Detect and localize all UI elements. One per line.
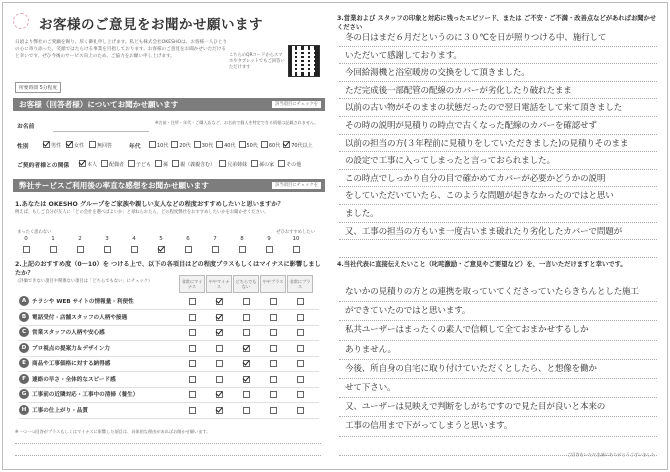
option-relations-5[interactable] [219,162,247,168]
footer-note: ※一つ一つ回答がプラスもしくはマイナスに影響した項目は、具体的な理由があればお聞かせ願います。 [15,429,211,434]
option-label: 男性 [51,143,62,149]
handwritten-line: 又、工事の担当の方もいま一度古いまま破れたり劣化したカバーで問題が [345,226,622,237]
checkbox[interactable] [172,160,179,167]
scale-checkbox[interactable] [212,246,219,253]
rating-checkbox[interactable] [297,345,304,352]
option-genders-0[interactable] [43,143,61,149]
scale-checkbox[interactable] [158,246,165,253]
scale-number: 0 [24,236,28,242]
rating-checkbox[interactable] [243,345,250,352]
relation-label: ご契約者様との関係 [17,163,70,169]
gender-label: 性別 [17,144,29,150]
ruled-line [339,169,657,170]
checkbox[interactable] [261,141,268,148]
option-label: 30代 [201,143,214,149]
rating-checkbox[interactable] [243,376,250,383]
matrix-header: 非常にプラス [287,275,313,293]
recommend-scale [17,229,317,257]
row-label: 電話受付・店舗スタッフの人柄や接遇 [32,314,128,321]
option-ages-0[interactable] [149,143,168,149]
ruled-line [339,98,657,99]
handwritten-line: をしていただいていたら、このような問題が起きなかったのではと思い [345,191,614,202]
ruled-line [339,397,657,398]
option-label: 本人 [87,162,98,168]
service-section-title: 弊社サービスご利用後の率直な感想をお聞かせ願います [19,181,209,190]
question-1-text: 1.あなたは OKESHO グループをご家族や親しい友人などの程度おすすめしたいと思いますか？ [15,201,284,208]
ruled-line [339,116,657,117]
scale-number: 3 [105,236,109,242]
qr-note: こちらのQRコードからスマホやタブレットでもご回答いただけます [229,53,285,70]
ruled-line [339,239,657,240]
option-relations-6[interactable] [251,162,274,168]
option-ages-6[interactable] [283,143,312,149]
checkbox[interactable] [43,141,50,148]
rating-checkbox[interactable] [216,314,223,321]
scale-checkbox[interactable] [131,246,138,253]
ruled-line [339,359,657,360]
gender-options [43,141,117,149]
option-label: 70代以上 [291,143,313,149]
checkbox[interactable] [251,160,258,167]
option-ages-1[interactable] [171,143,190,149]
scale-number: 5 [159,236,163,242]
check-note: 該当項目にチェックを [272,101,321,108]
customer-section-title: お客様（回答者様）についてお聞かせ願います [19,100,179,109]
handwritten-line: この時点でしっかり自分の目で確かめてカバーが必要かどうかの説明 [345,173,606,184]
left-column [9,9,327,464]
matrix-header: 非常にマイナス [179,275,205,293]
scale-number: 6 [186,236,190,242]
handwritten-line: ないかの見積りの方との連携を取っていてくださっていたらきちんとした施工 [345,287,639,297]
rating-checkbox[interactable] [270,314,277,321]
rating-checkbox[interactable] [189,345,196,352]
rating-checkbox[interactable] [243,314,250,321]
handwritten-line: いただいて感謝しております。 [345,50,462,61]
closing-text: ご回答をいただき誠にありがとうございました [567,452,655,457]
handwritten-line: 又、ユーザーは見映えで判断をしがちですので見た目が良いと本来の [345,402,606,413]
rating-checkbox[interactable] [297,298,304,305]
name-field[interactable] [53,131,149,132]
handwritten-line: 今後、所自身の自宅に取り付けていただくとしたら、と想像を働か [345,363,597,374]
matrix-row [19,311,319,325]
option-label: 40代 [224,143,236,149]
rating-checkbox[interactable] [189,391,196,398]
rating-checkbox[interactable] [189,298,196,305]
ruled-line [339,416,657,417]
scale-number: 1 [51,236,55,242]
age-label: 年代 [129,144,141,150]
flower-icon [13,13,29,29]
option-genders-2[interactable] [89,143,112,149]
age-options [149,141,316,149]
handwritten-line: 今回給湯機と浴室暖房の交換をして頂きました。 [345,68,530,79]
rating-checkbox[interactable] [270,360,277,367]
handwritten-line: 以前の担当の方(３年程前に見積りをしていただきました)の見積りそのまま [345,138,629,149]
checkbox[interactable] [66,141,73,148]
rating-checkbox[interactable] [189,329,196,336]
question-1 [15,199,321,215]
checkbox[interactable] [219,160,226,167]
rating-checkbox[interactable] [297,407,304,414]
ruled-line [339,186,657,187]
checkbox[interactable] [283,141,290,148]
handwritten-line: 以前の古い物がそのままの状態だったので翌日電話をして来て頂きました [345,103,622,114]
row-letter-badge: G [19,389,29,399]
row-label: プロ視点の提案力＆デザイン力 [32,345,110,352]
option-label: その他 [286,162,302,168]
checkbox[interactable] [155,160,162,167]
ruled-line [339,301,657,302]
ruled-line [339,436,657,437]
ruled-line [339,222,657,223]
handwritten-line: その時の説明が見積りの時点で古くなった配線のカバーを確認せず [345,121,597,131]
handwritten-line: 私共ユーザーはまったくの素人で信頼して全ておまかせするしか [345,325,589,336]
handwritten-line: 冬の日はまだ６月だというのに３０℃を日が照りつける中、施行して [345,33,607,43]
checkbox[interactable] [278,160,285,167]
rating-checkbox[interactable] [189,407,196,414]
scale-checkbox[interactable] [77,246,84,253]
option-relations-2[interactable] [128,162,151,168]
option-label: 20代 [179,143,191,149]
ruled-line [339,134,657,135]
rating-checkbox[interactable] [216,407,223,414]
rating-checkbox[interactable] [189,376,196,383]
ruled-line [339,257,657,258]
option-ages-2[interactable] [194,143,213,149]
question-2-sub: （評価できない項目や関係ない項目は「どちらでもない」にチェック） [15,279,153,284]
option-ages-5[interactable] [261,143,280,149]
ruled-line [339,320,657,321]
handwritten-line: ました。 [345,209,379,219]
rating-checkbox[interactable] [216,345,223,352]
row-label: 工事の仕上がり・品質 [32,407,88,414]
rating-checkbox[interactable] [270,329,277,336]
option-ages-3[interactable] [216,143,235,149]
rating-checkbox[interactable] [243,407,250,414]
handwritten-line: ただ完成後一部配管の配線のカバーが劣化したり破れたまま [345,85,572,96]
qr-code-icon[interactable] [288,45,320,77]
option-ages-4[interactable] [239,143,258,149]
gender-age-row [13,140,325,152]
checkbox[interactable] [79,160,86,167]
row-letter-badge: H [19,405,29,415]
reason-line[interactable] [15,443,321,444]
rating-checkbox[interactable] [243,391,250,398]
ruled-line [339,63,657,64]
row-letter-badge: A [19,296,29,306]
question-2-text: 2.上記のおすすめ度（0〜10）を つける上で、以下の各項目はどの程度プラスもしくはマイナスに影響しましたか？ [15,261,321,277]
name-row [13,119,325,135]
ruled-line [339,340,657,341]
scale-number: 7 [213,236,217,242]
row-label: 商品や工事価格に対する納得感 [32,361,111,367]
handwritten-line: せて下さい。 [345,383,396,393]
scale-checkbox[interactable] [293,246,300,253]
scale-checkbox[interactable] [185,246,192,253]
rating-checkbox[interactable] [243,298,250,305]
scale-number: 9 [267,236,271,242]
option-label: 10代 [157,143,169,149]
name-label: お名前 [17,124,35,130]
right-column [335,9,661,464]
row-letter-badge: F [19,374,29,384]
option-relations-0[interactable] [79,162,97,168]
option-relations-4[interactable] [172,162,215,168]
question-1-sub: 例えば、もしご自分が友人に「どの会社を選べばよいか」と尋ねられたら、どの程度弊社をおすすめしたいかをお聞かせください。 [15,210,269,215]
row-label: 連絡の早さ・全体的なスピード感 [32,376,116,383]
rating-checkbox[interactable] [270,407,277,414]
row-label: 工事前の近隣対応・工事中の清掃（養生） [32,392,139,398]
matrix-header: どちらでもない [233,275,259,293]
ruled-line [339,46,657,47]
customer-section-header [13,98,325,111]
matrix-row [19,388,319,402]
rating-checkbox[interactable] [216,360,223,367]
rating-checkbox[interactable] [243,329,250,336]
service-section-header [13,179,325,192]
intro-text: 日頃より弊社のご愛顧を賜り、厚く御礼申し上げます。私ども株式会社OKESHOは、お客様一人ひとりの心に寄り添った、笑顔ではたらける事業を目指しております。お客様のご意見をお聞かせいただけると幸いです。ぜひ今後のサービス向上のため、ご協力をお願い申し上げます。 [15,40,228,60]
checkbox[interactable] [194,141,201,148]
ruled-line [339,81,657,82]
scale-number: 8 [240,236,244,242]
rating-checkbox[interactable] [216,391,223,398]
handwritten-line: 工事の信用まで下がってしまうと思います。 [345,421,513,432]
scale-number: 2 [78,236,82,242]
row-label: チラシや WEB サイトの情報量・利便性 [32,299,134,305]
checkbox[interactable] [216,141,223,148]
rating-checkbox[interactable] [270,391,277,398]
handwritten-line: ができていたのではと思います。 [345,306,471,317]
scale-checkbox[interactable] [50,246,57,253]
rating-checkbox[interactable] [189,360,196,367]
rating-checkbox[interactable] [189,314,196,321]
rating-checkbox[interactable] [216,376,223,383]
checkbox[interactable] [149,141,156,148]
relation-row [13,159,325,171]
row-letter-badge: B [19,312,29,322]
checkbox[interactable] [101,160,108,167]
scale-checkbox[interactable] [239,246,246,253]
checkbox[interactable] [171,141,178,148]
checkbox[interactable] [239,141,246,148]
option-relations-1[interactable] [101,162,124,168]
option-genders-1[interactable] [66,143,84,149]
question-4: 4.当社代表に直接伝えたいこと（叱咤激励・ご意見やご要望など）を、一言いただけますと幸いです。 [337,261,627,268]
option-label: 60代 [268,143,281,149]
rating-checkbox[interactable] [297,391,304,398]
option-label: 配偶者 [109,162,125,168]
check-note: 該当項目にチェックを [272,182,321,189]
scale-low-label: まったく思わない [17,230,52,235]
ruled-line [339,204,657,205]
scale-checkbox[interactable] [23,246,30,253]
matrix-row [19,342,319,356]
rating-checkbox[interactable] [243,360,250,367]
option-label: 無回答 [97,143,113,149]
option-label: 兄弟姉妹 [227,162,248,168]
matrix-row [19,404,319,418]
row-letter-badge: D [19,343,29,353]
row-divider [19,418,319,419]
name-note: ※名前・住所・年代・ご購入店など、お名前で個人を特定できる情報は記載されません。 [155,120,319,125]
matrix-row [19,373,319,387]
matrix-header: ややプラス [260,275,286,293]
checkbox[interactable] [89,141,96,148]
option-label: 孫 [163,162,169,168]
option-label: 孫の家 [259,162,275,168]
scale-checkbox[interactable] [104,246,111,253]
rating-checkbox[interactable] [270,376,277,383]
option-label: 子ども [136,162,152,168]
option-label: 50代 [246,143,258,149]
row-letter-badge: C [19,327,29,337]
rating-checkbox[interactable] [297,376,304,383]
page-title: お客様のご意見をお聞かせ願います [39,17,263,33]
matrix-row [19,357,319,371]
rating-checkbox[interactable] [270,345,277,352]
matrix-header: ややマイナス [206,275,232,293]
time-tag: 所要時間 5分程度 [15,82,61,93]
ruled-line [339,151,657,152]
row-label: 営業スタッフの人柄や安心感 [32,330,105,336]
option-relations-3[interactable] [155,162,168,168]
option-label: 女性 [74,143,85,149]
checkbox[interactable] [128,160,135,167]
row-letter-badge: E [19,358,29,368]
survey-sheet [2,2,668,470]
scale-number: 10 [292,236,300,242]
option-label: 親（義親含む） [180,162,216,168]
rating-checkbox[interactable] [297,360,304,367]
handwritten-line: ありません。 [345,344,396,355]
scale-checkbox[interactable] [266,246,273,253]
reason-line[interactable] [15,455,321,456]
scale-high-label: ぜひおすすめしたい [276,230,315,235]
option-relations-7[interactable] [278,162,301,168]
question-3: 3.営業および スタッフの印象と対応に残ったエピソード、または ご不安・ご不満・改善点などがあればお聞かせください [337,15,657,31]
relation-options [79,160,305,168]
matrix-row [19,295,319,309]
rating-checkbox[interactable] [297,329,304,336]
scale-number: 4 [132,236,136,242]
matrix-row [19,326,319,340]
handwritten-line: の設定で工事に入ってしまったと言っておられました。 [345,156,555,167]
rating-checkbox[interactable] [297,314,304,321]
rating-checkbox[interactable] [216,298,223,305]
rating-checkbox[interactable] [270,298,277,305]
rating-checkbox[interactable] [216,329,223,336]
ruled-line [339,378,657,379]
